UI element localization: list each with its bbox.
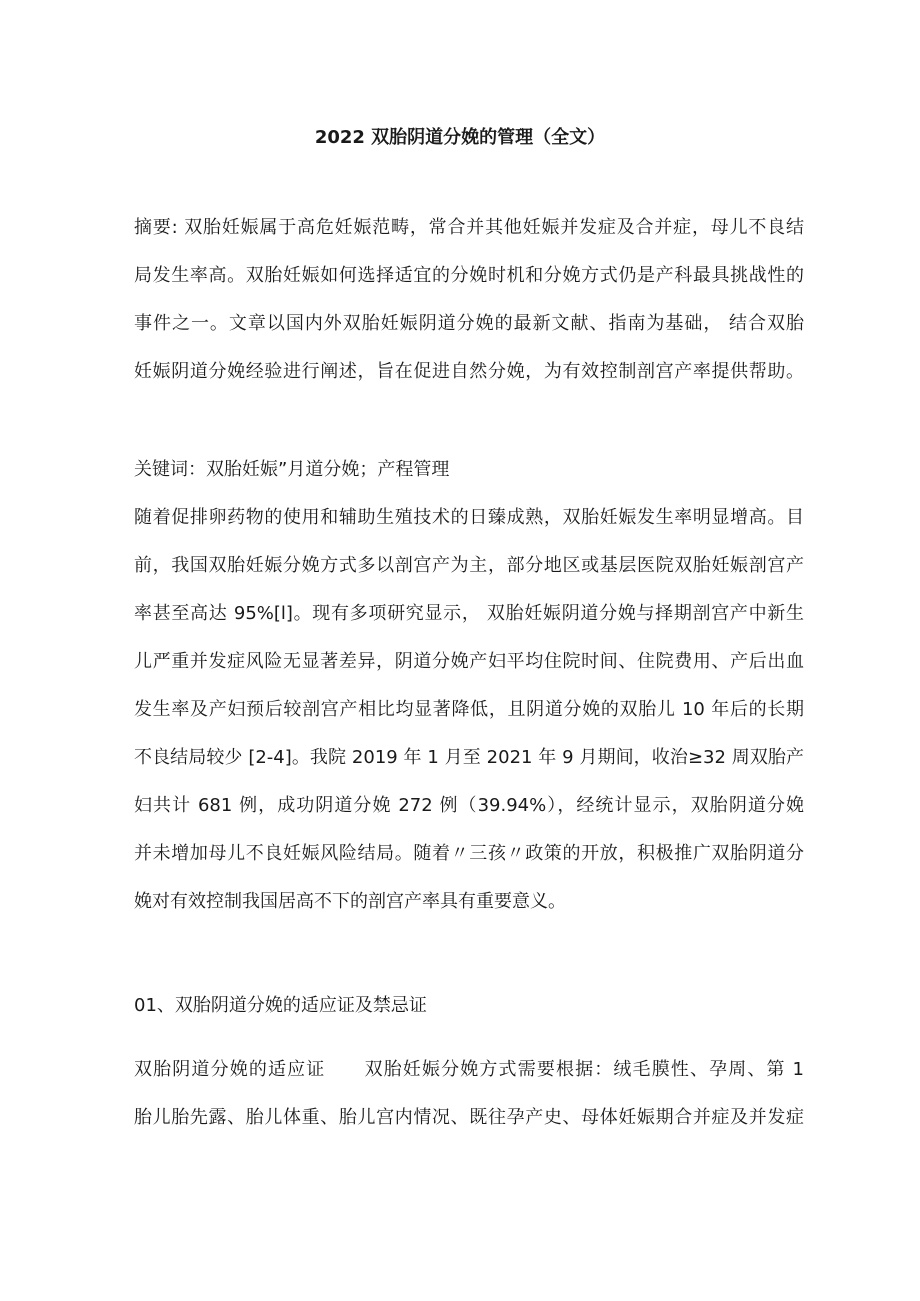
abstract-line: 妊娠阴道分娩经验进行阐述，旨在促进自然分娩，为有效控制剖宫产率提供帮助。 (134, 361, 804, 382)
intro-line: 前，我国双胎妊娠分娩方式多以剖宫产为主，部分地区或基层医院双胎妊娠剖宫产 (134, 555, 804, 576)
abstract-paragraph (134, 204, 804, 396)
indications-paragraph (134, 1046, 804, 1142)
indications-text: 双胎妊娠分娩方式需要根据：绒毛膜性、孕周、第 1 (363, 1059, 804, 1080)
subsection-label: 双胎阴道分娩的适应证 (134, 1059, 326, 1080)
intro-line: 随着促排卵药物的使用和辅助生殖技术的日臻成熟，双胎妊娠发生率明显增高。目 (134, 507, 804, 528)
abstract-line: 局发生率高。双胎妊娠如何选择适宜的分娩时机和分娩方式仍是产科最具挑战性的 (134, 265, 804, 286)
intro-line: 儿严重并发症风险无显著差异，阴道分娩产妇平均住院时间、住院费用、产后出血 (134, 651, 804, 672)
intro-line: 率甚至高达 95%[l]。现有多项研究显示， 双胎妊娠阴道分娩与择期剖宫产中新生 (134, 603, 804, 624)
intro-line: 娩对有效控制我国居高不下的剖宫产率具有重要意义。 (134, 891, 566, 912)
intro-line: 不良结局较少 [2-4]。我院 2019 年 1 月至 2021 年 9 月期间，收治≥32 周双胎产 (134, 747, 804, 768)
keywords-line (134, 446, 804, 494)
abstract-line: 事件之一。文章以国内外双胎妊娠阴道分娩的最新文献、指南为基础， 结合双胎 (134, 313, 804, 334)
intro-line: 并未增加母儿不良妊娠风险结局。随着〃三孩〃政策的开放，积极推广双胎阴道分 (134, 843, 804, 864)
section-heading-text: 01、双胎阴道分娩的适应证及禁忌证 (134, 995, 427, 1016)
document-title: 2022 双胎阴道分娩的管理（全文） (314, 127, 606, 148)
abstract-line: 摘要: 双胎妊娠属于高危妊娠范畴，常合并其他妊娠并发症及合并症，母儿不良结 (134, 217, 804, 238)
indications-line: 胎儿胎先露、胎儿体重、胎儿宫内情况、既往孕产史、母体妊娠期合并症及并发症 (134, 1107, 804, 1128)
indications-line (134, 1046, 804, 1094)
keywords-text: 关键词：双胎妊娠”月道分娩；产程管理 (134, 459, 450, 480)
intro-paragraph (134, 494, 804, 926)
intro-line: 妇共计 681 例，成功阴道分娩 272 例（39.94%），经统计显示，双胎阴道分娩 (134, 795, 804, 816)
section-heading (134, 982, 804, 1030)
intro-line: 发生率及产妇预后较剖宫产相比均显著降低，且阴道分娩的双胎儿 10 年后的长期 (134, 699, 804, 720)
